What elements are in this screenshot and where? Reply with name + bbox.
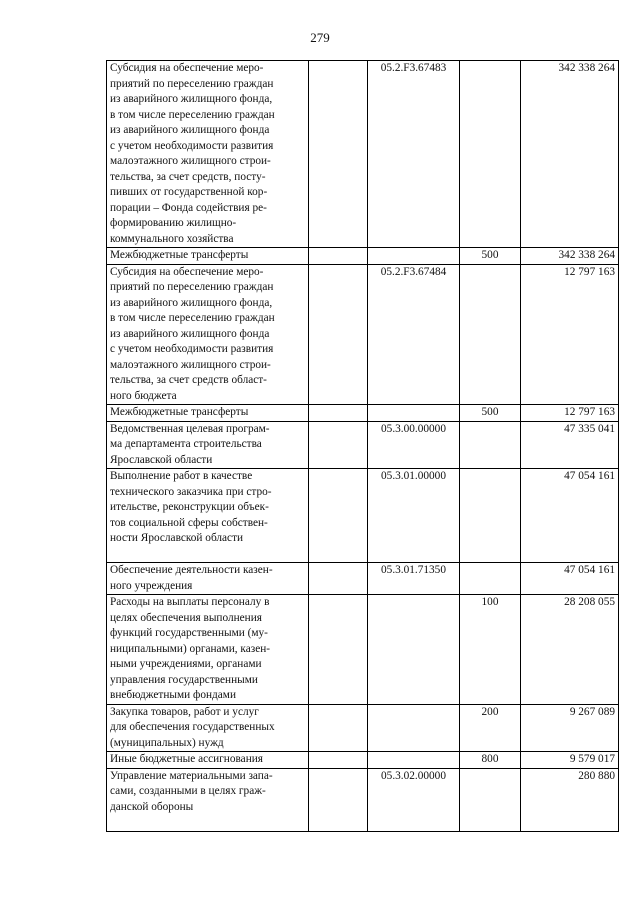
- row-name-line: из аварийного жилищного фонда,: [110, 296, 273, 309]
- row-code-cell: [368, 595, 460, 705]
- row-name-line: порации – Фонда содействия ре-: [110, 201, 267, 214]
- row-amount-cell: 12 797 163: [521, 405, 619, 422]
- row-name-line: данской обороны: [110, 800, 194, 813]
- row-name-cell: [107, 704, 309, 752]
- row-name-line: с учетом необходимости развития: [110, 139, 274, 152]
- row-blank-cell: [309, 264, 368, 405]
- row-name-line: Субсидия на обеспечение меро-: [110, 62, 264, 74]
- row-name-line: Межбюджетные трансферты: [110, 406, 249, 418]
- row-name-line: ниципальными) органами, казен-: [110, 642, 271, 655]
- row-blank-cell: [309, 595, 368, 705]
- row-name-line: для обеспечения государственных: [110, 721, 275, 733]
- table-row: [107, 61, 619, 248]
- row-name-cell: [107, 421, 309, 469]
- table-row: [107, 248, 619, 265]
- row-code-cell: 05.3.01.00000: [368, 469, 460, 563]
- table-row: [107, 595, 619, 705]
- row-code-cell: [368, 248, 460, 265]
- row-name-line: Субсидия на обеспечение меро-: [110, 265, 264, 278]
- row-expense-type-cell: [460, 469, 521, 563]
- row-amount-cell: 280 880: [521, 768, 619, 831]
- row-name-line: ма департамента строительства: [110, 438, 262, 450]
- row-blank-cell: [309, 421, 368, 469]
- row-blank-cell: [309, 563, 368, 595]
- row-name-line: Иные бюджетные ассигнования: [110, 753, 263, 765]
- row-name-line: [110, 815, 305, 831]
- row-code-cell: [368, 704, 460, 752]
- row-name-line: функций государственными (му-: [110, 627, 268, 639]
- table-row: [107, 405, 619, 422]
- table-row: [107, 704, 619, 752]
- row-name-line: пивших от государственной кор-: [110, 186, 268, 198]
- budget-table-body: [107, 61, 619, 832]
- row-amount-cell: 342 338 264: [521, 61, 619, 248]
- row-code-cell: [368, 752, 460, 769]
- row-expense-type-cell: 500: [460, 248, 521, 265]
- row-name-line: Закупка товаров, работ и услуг: [110, 705, 259, 718]
- row-name-line: тельства, за счет средств област-: [110, 374, 267, 386]
- row-name-line: приятий по переселению граждан: [110, 77, 274, 90]
- row-name-line: тов социальной сферы собствен-: [110, 516, 268, 529]
- row-name-line: Расходы на выплаты персоналу в: [110, 596, 270, 608]
- row-name-line: малоэтажного жилищного строи-: [110, 155, 271, 167]
- row-blank-cell: [309, 469, 368, 563]
- row-name-line: Выполнение работ в качестве: [110, 470, 253, 482]
- budget-table: [106, 60, 619, 832]
- row-amount-cell: 47 054 161: [521, 563, 619, 595]
- row-name-line: ными учреждениями, органами: [110, 658, 262, 670]
- row-amount-cell: 342 338 264: [521, 248, 619, 265]
- row-name-line: внебюджетными фондами: [110, 689, 236, 701]
- row-expense-type-cell: [460, 563, 521, 595]
- row-blank-cell: [309, 248, 368, 265]
- row-name-line: тельства, за счет средств, посту-: [110, 170, 266, 183]
- row-name-line: в том числе переселению граждан: [110, 312, 275, 324]
- row-name-line: целях обеспечения выполнения: [110, 611, 262, 624]
- row-blank-cell: [309, 61, 368, 248]
- row-expense-type-cell: 800: [460, 752, 521, 769]
- row-name-cell: [107, 752, 309, 769]
- row-name-line: из аварийного жилищного фонда: [110, 124, 270, 136]
- row-name-line: технического заказчика при стро-: [110, 485, 272, 498]
- row-name-line: из аварийного жилищного фонда: [110, 327, 270, 340]
- table-row: [107, 264, 619, 405]
- row-blank-cell: [309, 752, 368, 769]
- row-expense-type-cell: [460, 264, 521, 405]
- row-expense-type-cell: [460, 421, 521, 469]
- row-name-line: формированию жилищно-: [110, 217, 237, 229]
- row-amount-cell: 47 335 041: [521, 421, 619, 469]
- row-blank-cell: [309, 704, 368, 752]
- row-code-cell: 05.2.F3.67484: [368, 264, 460, 405]
- row-name-line: сами, созданными в целях граж-: [110, 785, 266, 797]
- row-name-line: Управление материальными запа-: [110, 769, 273, 782]
- row-name-line: малоэтажного жилищного строи-: [110, 358, 271, 371]
- table-row: [107, 469, 619, 563]
- row-code-cell: 05.3.02.00000: [368, 768, 460, 831]
- row-name-cell: [107, 264, 309, 405]
- row-name-line: с учетом необходимости развития: [110, 343, 274, 355]
- row-name-line: Ярославской области: [110, 453, 213, 466]
- row-expense-type-cell: [460, 61, 521, 248]
- row-name-line: в том числе переселению граждан: [110, 108, 275, 121]
- row-expense-type-cell: 500: [460, 405, 521, 422]
- row-amount-cell: 9 579 017: [521, 752, 619, 769]
- row-name-line: управления государственными: [110, 673, 258, 686]
- row-name-cell: [107, 768, 309, 831]
- row-amount-cell: 28 208 055: [521, 595, 619, 705]
- row-name-line: коммунального хозяйства: [110, 232, 234, 245]
- row-blank-cell: [309, 405, 368, 422]
- row-code-cell: [368, 405, 460, 422]
- row-expense-type-cell: 100: [460, 595, 521, 705]
- row-name-line: [110, 547, 305, 563]
- row-code-cell: 05.2.F3.67483: [368, 61, 460, 248]
- row-code-cell: 05.3.01.71350: [368, 563, 460, 595]
- row-name-cell: [107, 595, 309, 705]
- row-amount-cell: 12 797 163: [521, 264, 619, 405]
- row-name-line: из аварийного жилищного фонда,: [110, 93, 273, 105]
- row-expense-type-cell: [460, 768, 521, 831]
- row-amount-cell: 9 267 089: [521, 704, 619, 752]
- row-name-line: Межбюджетные трансферты: [110, 249, 249, 261]
- row-name-cell: [107, 469, 309, 563]
- row-amount-cell: 47 054 161: [521, 469, 619, 563]
- row-name-line: Обеспечение деятельности казен-: [110, 564, 273, 576]
- row-name-cell: [107, 61, 309, 248]
- row-name-line: ного учреждения: [110, 579, 193, 592]
- page-number: 279: [310, 30, 330, 45]
- row-name-cell: [107, 563, 309, 595]
- row-expense-type-cell: 200: [460, 704, 521, 752]
- row-name-line: ительстве, реконструкции объек-: [110, 501, 269, 513]
- table-row: [107, 421, 619, 469]
- row-name-line: (муниципальных) нужд: [110, 736, 224, 749]
- row-name-line: ного бюджета: [110, 389, 177, 402]
- row-blank-cell: [309, 768, 368, 831]
- row-code-cell: 05.3.00.00000: [368, 421, 460, 469]
- row-name-line: приятий по переселению граждан: [110, 281, 274, 293]
- row-name-line: Ведомственная целевая програм-: [110, 422, 270, 435]
- table-row: [107, 768, 619, 831]
- row-name-cell: [107, 405, 309, 422]
- table-row: [107, 752, 619, 769]
- row-name-cell: [107, 248, 309, 265]
- row-name-line: ности Ярославской области: [110, 532, 244, 544]
- table-row: [107, 563, 619, 595]
